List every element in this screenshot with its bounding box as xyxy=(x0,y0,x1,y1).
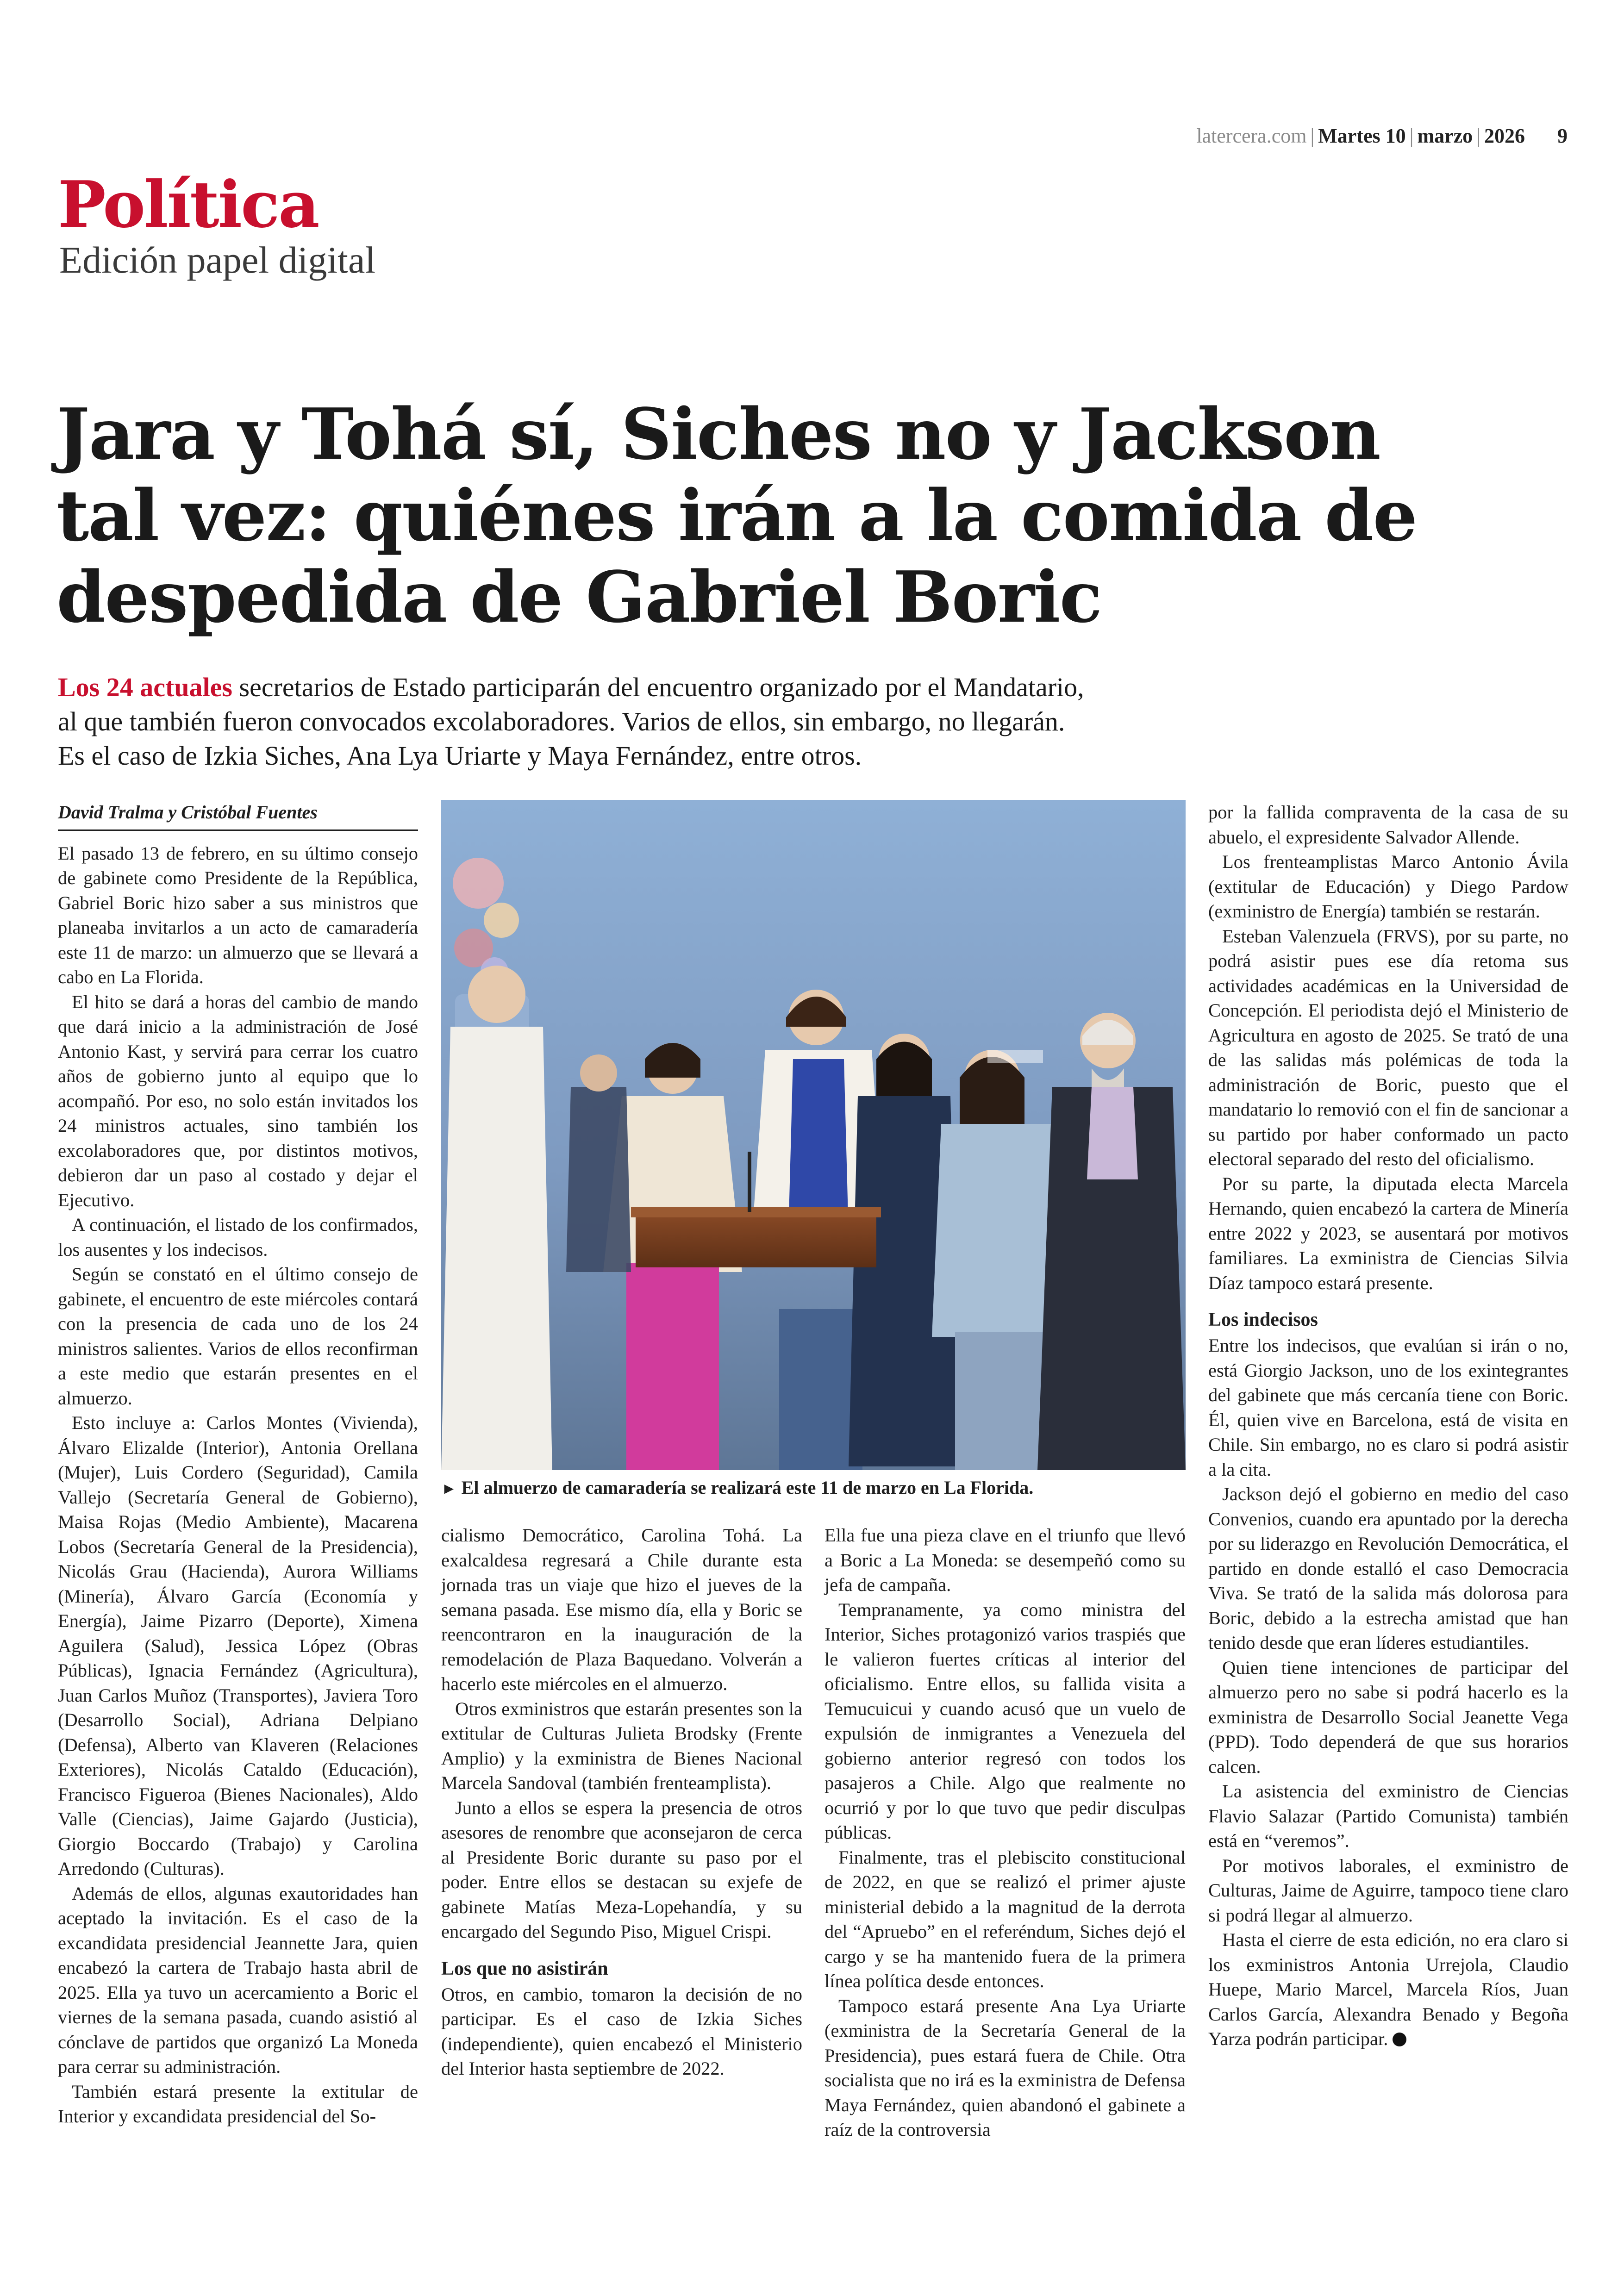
paragraph: Ella fue una pieza clave en el triunfo que llevó a Boric a La Moneda: se desempeñó como su jefa de campaña. xyxy=(824,1525,1186,1595)
paragraph: Según se constató en el último consejo de gabinete, el encuentro de este miércoles contará con la presencia de cada uno de los 24 ministros salientes. Varios de ellos reconfirman a este medio que estarán presentes en el almuerzo. xyxy=(58,1264,418,1409)
paragraph: Otros exministros que estarán presentes son la extitular de Culturas Julieta Brodsky (Frente Amplio) y la exministra de Bienes Nacional Marcela Sandoval (también frenteamplista). xyxy=(441,1698,802,1793)
paragraph: Junto a ellos se espera la presencia de otros asesores de renombre que aconsejaron de cerca al Presidente Boric durante su paso por el poder. Entre ellos se destacan su exjefe de gabinete Matías Meza-Lopehandía, y su encargado del Segundo Piso, Miguel Crispi. xyxy=(441,1797,802,1942)
paragraph: por la fallida compraventa de la casa de su abuelo, el expresidente Salvador Allende. xyxy=(1208,802,1568,848)
article-column-4 xyxy=(1208,800,1568,2052)
article-lede xyxy=(58,670,1354,773)
paragraph-text: Hasta el cierre de esta edición, no era claro si los exministros Antonia Urrejola, Claudio Huepe, Mario Marcel, Marcela Ríos, Juan Carlos García, Alexandra Benado y Begoña Yarza podrán participar. xyxy=(1208,1929,1568,2049)
headline-line: despedida de Gabriel Boric xyxy=(56,555,1102,638)
paragraph: Otros, en cambio, tomaron la decisión de no participar. Es el caso de Izkia Siches (independiente), quien encabezó el Ministerio del Interior hasta septiembre de 2022. xyxy=(441,1983,802,2079)
paragraph: Tempranamente, ya como ministra del Interior, Siches protagonizó varios traspiés que le valieron fuertes críticas al interior del oficialismo. Entre ellos, su fallida visita a Temucuicui y cuando acusó que un vuelo de expulsión de inmigrantes a Venezuela del gobierno anterior regresó con todos los pasajeros a Chile. Algo que realmente no ocurrió y por lo que tuvo que pedir disculpas públicas. xyxy=(824,1599,1186,1843)
paragraph: Por su parte, la diputada electa Marcela Hernando, quien encabezó la cartera de Minería entre 2022 y 2023, se ausentará por motivos familiares. La exministra de Ciencias Silvia Díaz tampoco estará presente. xyxy=(1208,1173,1568,1293)
site-name[interactable]: latercera.com xyxy=(1196,125,1307,147)
article-headline xyxy=(56,393,1445,638)
article-column-1 xyxy=(58,800,418,2129)
paragraph: Tampoco estará presente Ana Lya Uriarte (exministra de la Secretaría General de la Presidencia), pues estará fuera de Chile. Otra socialista que no irá es la exministra de Defensa Maya Fernández, quien abandonó el gabinete a raíz de la controversia xyxy=(824,1995,1186,2140)
headline-line: Jara y Tohá sí, Siches no y Jackson xyxy=(56,393,1380,475)
paragraph: La asistencia del exministro de Ciencias Flavio Salazar (Partido Comunista) también está en “veremos”. xyxy=(1208,1781,1568,1851)
headline-line: tal vez: quiénes irán a la comida de xyxy=(56,474,1417,557)
lede-text: al que también fueron convocados excolaboradores. Varios de ellos, sin embargo, no llegarán. xyxy=(58,706,1065,736)
end-of-article-icon xyxy=(1393,2033,1406,2046)
header-month: marzo xyxy=(1417,125,1473,147)
lede-text: Es el caso de Izkia Siches, Ana Lya Uriarte y Maya Fernández, entre otros. xyxy=(58,741,862,771)
page-number: 9 xyxy=(1557,125,1568,147)
article-column-3 xyxy=(824,1523,1186,2142)
section-title: Política xyxy=(58,167,319,242)
paragraph: El hito se dará a horas del cambio de mando que dará inicio a la administración de José Antonio Kast, y servirá para cerrar los cuatro años de gobierno junto al equipo que lo acompañó. Por eso, no solo están invitados los 24 ministros actuales, sino también los excolaboradores que, por distintos motivos, debieron dar un paso al costado y dejar el Ejecutivo. xyxy=(58,991,418,1210)
paragraph: Esto incluye a: Carlos Montes (Vivienda), Álvaro Elizalde (Interior), Antonia Orellana (Mujer), Luis Cordero (Seguridad), Camila Vallejo (Secretaría General de Gobierno), Maisa Rojas (Medio Ambiente), Macarena Lobos (Secretaría General de la Presidencia), Nicolás Grau (Hacienda), Aurora Williams (Minería), Álvaro García (Economía y Energía), Jaime Pizarro (Deporte), Ximena Aguilera (Salud), Jessica López (Obras Públicas), Ignacia Fernández (Agricultura), Juan Carlos Muñoz (Transportes), Javiera Toro (Desarrollo Social), Adriana Delpiano (Defensa), Alberto van Klaveren (Relaciones Exteriores), Nicolás Cataldo (Educación), Francisco Figueroa (Bienes Nacionales), Aldo Valle (Ciencias), Jaime Gajardo (Justicia), Giorgio Boccardo (Trabajo) y Carolina Arredondo (Culturas). xyxy=(58,1412,418,1879)
paragraph: Los frenteamplistas Marco Antonio Ávila (extitular de Educación) y Diego Pardow (exministro de Energía) también se restarán. xyxy=(1208,851,1568,922)
byline: David Tralma y Cristóbal Fuentes xyxy=(58,800,418,831)
caption-arrow-icon: ► xyxy=(441,1480,457,1497)
lede-text: secretarios de Estado participarán del encuentro organizado por el Mandatario, xyxy=(232,672,1084,702)
header-day: Martes 10 xyxy=(1318,125,1406,147)
article-column-2 xyxy=(441,1523,802,2081)
paragraph: cialismo Democrático, Carolina Tohá. La exalcaldesa regresará a Chile durante esta jornada tras un viaje que hizo el jueves de la semana pasada. Ese mismo día, ella y Boric se reencontraron en la inauguración de la remodelación de Plaza Baquedano. Volverán a hacerlo este miércoles en el almuerzo. xyxy=(441,1525,802,1694)
header-year: 2026 xyxy=(1484,125,1525,147)
page-header-bar: latercera.com | Martes 10 | marzo | 2026 9 xyxy=(1196,125,1568,147)
caption-text: El almuerzo de camaradería se realizará este 11 de marzo en La Florida. xyxy=(461,1477,1034,1498)
paragraph: A continuación, el listado de los confirmados, los ausentes y los indecisos. xyxy=(58,1214,418,1260)
paragraph: El pasado 13 de febrero, en su último consejo de gabinete como Presidente de la República, Gabriel Boric hizo saber a sus ministros que planeaba invitarlos a un acto de camaradería este 11 de marzo: un almuerzo que se llevará a cabo en La Florida. xyxy=(58,842,418,987)
paragraph: Además de ellos, algunas exautoridades han aceptado la invitación. Es el caso de la excandidata presidencial Jeannette Jara, quien encabezó la cartera de Trabajo hasta abril de 2025. Ella ya tuvo un acercamiento a Boric el viernes de la semana pasada, cuando asistió al cónclave de partidos que organizó La Moneda para cerrar su administración. xyxy=(58,1883,418,2077)
photo-caption xyxy=(441,1477,1186,1498)
paragraph: También estará presente la extitular de Interior y excandidata presidencial del So- xyxy=(58,2081,418,2127)
paragraph: Por motivos laborales, el exministro de Culturas, Jaime de Aguirre, tampoco tiene claro si podrá llegar al almuerzo. xyxy=(1208,1855,1568,1926)
subheading: Los que no asistirán xyxy=(441,1958,608,1979)
paragraph: Finalmente, tras el plebiscito constitucional de 2022, en que se realizó el primer ajuste ministerial debido a la magnitud de la derrota del “Apruebo” en el referéndum, Siches dejó el cargo y se ha mantenido fuera de la primera línea política desde entonces. xyxy=(824,1846,1186,1991)
paragraph: Esteban Valenzuela (FRVS), por su parte, no podrá asistir pues ese día retoma sus actividades académicas en la Universidad de Concepción. El periodista dejó el Ministerio de Agricultura en agosto de 2025. Se trató de una de las salidas más polémicas de toda la administración de Boric, puesto que el mandatario lo removió con el fin de sancionar a su partido por haber conformado un pacto electoral separado del resto del oficialismo. xyxy=(1208,925,1568,1169)
paragraph: Quien tiene intenciones de participar del almuerzo pero no sabe si podrá hacerlo es la exministra de Desarrollo Social Jeanette Vega (PPD). Todo dependerá de que sus horarios calcen. xyxy=(1208,1657,1568,1777)
paragraph xyxy=(1208,1927,1568,2052)
lede-highlight: Los 24 actuales xyxy=(58,672,232,702)
edition-label: Edición papel digital xyxy=(59,239,376,281)
article-photo xyxy=(441,800,1186,1470)
paragraph: Jackson dejó el gobierno en medio del caso Convenios, cuando era apuntado por la derecha por su liderazgo en Revolución Democrática, el partido en donde estalló el caso Democracia Viva. Se trató de la salida más dolorosa para Boric, debido a la estrecha amistad que han tenido desde que eran líderes estudiantiles. xyxy=(1208,1484,1568,1653)
paragraph: Entre los indecisos, que evalúan si irán o no, está Giorgio Jackson, uno de los exintegrantes del gabinete que más cercanía tiene con Boric. Él, quien vive en Barcelona, está de visita en Chile. Sin embargo, no es claro si podrá asistir a la cita. xyxy=(1208,1335,1568,1480)
subheading: Los indecisos xyxy=(1208,1309,1318,1330)
